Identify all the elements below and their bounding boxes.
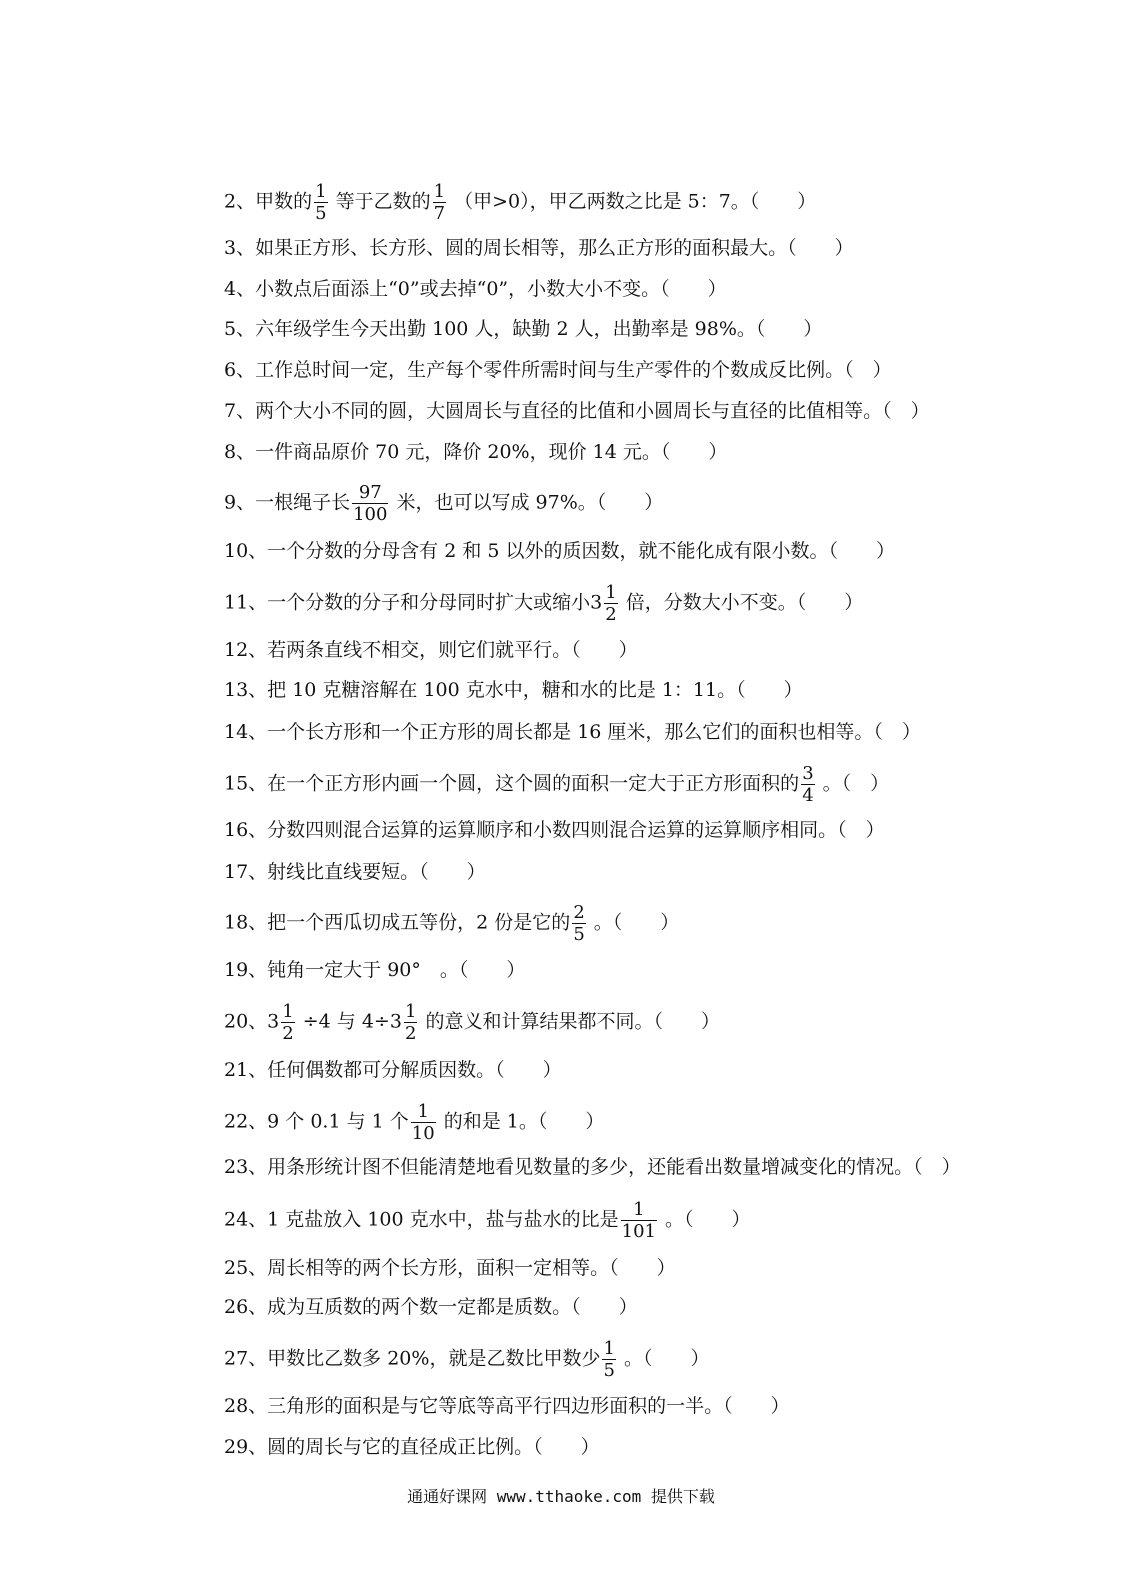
- question-16: [224, 818, 885, 842]
- question-text: 27、甲数比乙数多 20%，就是乙数比甲数少: [224, 1347, 601, 1370]
- fraction: [621, 1199, 657, 1242]
- fraction-denominator: 5: [603, 1360, 615, 1381]
- question-text: 10、一个分数的分母含有 2 和 5 以外的质因数，就不能化成有限小数。（ ）: [224, 540, 896, 562]
- question-text: 22、9 个 0.1 与 1 个: [224, 1110, 409, 1133]
- question-text: 26、成为互质数的两个数一定都是质数。（ ）: [224, 1296, 638, 1318]
- fraction-denominator: 2: [282, 1023, 294, 1044]
- question-13: [224, 678, 803, 702]
- question-text: 11、一个分数的分子和分母同时扩大或缩小3: [224, 591, 603, 614]
- question-26: [224, 1295, 638, 1319]
- fraction-denominator: 2: [605, 604, 617, 625]
- fraction: [572, 902, 585, 945]
- question-text: 25、周长相等的两个长方形，面积一定相等。（ ）: [224, 1257, 676, 1279]
- fraction-numerator: 1: [633, 1199, 645, 1220]
- question-text: 14、一个长方形和一个正方形的周长都是 16 厘米，那么它们的面积也相等。（ ）: [224, 721, 921, 743]
- question-text: 的和是 1。（ ）: [437, 1110, 605, 1133]
- question-text: 16、分数四则混合运算的运算顺序和小数四则混合运算的运算顺序相同。（ ）: [224, 819, 885, 841]
- question-text: 6、工作总时间一定，生产每个零件所需时间与生产零件的个数成反比例。（ ）: [224, 359, 892, 381]
- question-text: 的意义和计算结果都不同。（ ）: [419, 1010, 720, 1033]
- fraction-numerator: 1: [433, 181, 446, 202]
- question-text: 4、小数点后面添上“0”或去掉“0”，小数大小不变。（ ）: [224, 278, 727, 300]
- fraction-numerator: 1: [603, 1338, 615, 1359]
- question-text: 29、圆的周长与它的直径成正比例。（ ）: [224, 1436, 600, 1458]
- fraction: [404, 1001, 417, 1044]
- question-text: 。（ ）: [617, 1347, 710, 1370]
- question-text: 19、钝角一定大于 90° 。（ ）: [224, 959, 526, 981]
- question-5: [224, 317, 822, 341]
- fraction-numerator: 1: [417, 1101, 429, 1122]
- question-29: [224, 1435, 600, 1459]
- fraction-denominator: 101: [621, 1221, 657, 1242]
- fraction-denominator: 100: [353, 504, 388, 525]
- question-18: [224, 902, 679, 945]
- question-text: 28、三角形的面积是与它等底等高平行四边形面积的一半。（ ）: [224, 1395, 790, 1417]
- question-text: 2、甲数的: [224, 190, 313, 213]
- question-22: [224, 1101, 604, 1144]
- fraction-numerator: 1: [282, 1001, 294, 1022]
- fraction: [801, 763, 814, 806]
- question-text: 23、用条形统计图不但能清楚地看见数量的多少，还能看出数量增减变化的情况。（ ）: [224, 1156, 961, 1178]
- question-9: [224, 482, 663, 525]
- question-21: [224, 1058, 562, 1082]
- fraction: [602, 1338, 615, 1381]
- question-8: [224, 440, 727, 464]
- question-12: [224, 638, 638, 662]
- question-text: 12、若两条直线不相交，则它们就平行。（ ）: [224, 639, 638, 661]
- fraction-numerator: 3: [802, 763, 814, 784]
- question-2: [224, 181, 816, 224]
- fraction-numerator: 1: [315, 181, 327, 202]
- question-text: 20、3: [224, 1010, 280, 1033]
- fraction-denominator: 7: [433, 203, 446, 224]
- fraction-numerator: 2: [573, 902, 585, 923]
- question-text: 3、如果正方形、长方形、圆的周长相等，那么正方形的面积最大。（ ）: [224, 237, 854, 259]
- question-20: [224, 1001, 720, 1044]
- question-text: 8、一件商品原价 70 元，降价 20%，现价 14 元。（ ）: [224, 441, 728, 463]
- question-7: [224, 399, 930, 423]
- fraction: [352, 482, 388, 525]
- question-text: 21、任何偶数都可分解质因数。（ ）: [224, 1059, 562, 1081]
- fraction-numerator: 1: [605, 582, 617, 603]
- question-text: 5、六年级学生今天出勤 100 人，缺勤 2 人，出勤率是 98%。（ ）: [224, 318, 823, 340]
- question-text: 13、把 10 克糖溶解在 100 克水中，糖和水的比是 1：11。（ ）: [224, 679, 803, 701]
- question-25: [224, 1256, 676, 1280]
- question-text: 15、在一个正方形内画一个圆，这个圆的面积一定大于正方形面积的: [224, 772, 800, 795]
- question-4: [224, 277, 727, 301]
- fraction-denominator: 2: [404, 1023, 417, 1044]
- question-15: [224, 763, 889, 806]
- fraction-denominator: 5: [315, 203, 327, 224]
- fraction-denominator: 10: [411, 1123, 435, 1144]
- question-text: 等于乙数的: [329, 190, 431, 213]
- question-text: 24、1 克盐放入 100 克水中，盐与盐水的比是: [224, 1208, 619, 1231]
- question-text: 7、两个大小不同的圆，大圆周长与直径的比值和小圆周长与直径的比值相等。（ ）: [224, 400, 930, 422]
- question-11: [224, 582, 863, 625]
- question-28: [224, 1394, 790, 1418]
- question-text: 9、一根绳子长: [224, 491, 351, 514]
- fraction-denominator: 5: [573, 924, 585, 945]
- question-24: [224, 1199, 751, 1242]
- fraction-denominator: 4: [802, 785, 814, 806]
- question-text: 倍，分数大小不变。（ ）: [619, 591, 864, 614]
- fraction: [604, 582, 617, 625]
- question-text: 18、把一个西瓜切成五等份，2 份是它的: [224, 911, 571, 934]
- fraction-numerator: 97: [358, 482, 382, 503]
- question-3: [224, 236, 854, 260]
- question-text: 17、射线比直线要短。（ ）: [224, 861, 486, 883]
- question-text: ÷4 与 4÷3: [296, 1010, 402, 1033]
- fraction: [411, 1101, 436, 1144]
- question-19: [224, 958, 525, 982]
- question-text: 。（ ）: [659, 1208, 751, 1231]
- fraction-numerator: 1: [404, 1001, 417, 1022]
- question-14: [224, 720, 921, 744]
- question-text: 米，也可以写成 97%。（ ）: [390, 491, 664, 514]
- fraction: [314, 181, 327, 224]
- fraction: [433, 181, 446, 224]
- footer-credit: 通通好课网 www.tthaoke.com 提供下载: [407, 1487, 715, 1506]
- question-23: [224, 1155, 961, 1179]
- question-27: [224, 1338, 709, 1381]
- question-text: 。（ ）: [587, 911, 680, 934]
- question-text: （甲>0），甲乙两数之比是 5：7。（ ）: [448, 190, 817, 213]
- fraction: [281, 1001, 294, 1044]
- question-17: [224, 860, 486, 884]
- question-text: 。（ ）: [816, 772, 890, 795]
- question-10: [224, 539, 895, 563]
- question-6: [224, 358, 892, 382]
